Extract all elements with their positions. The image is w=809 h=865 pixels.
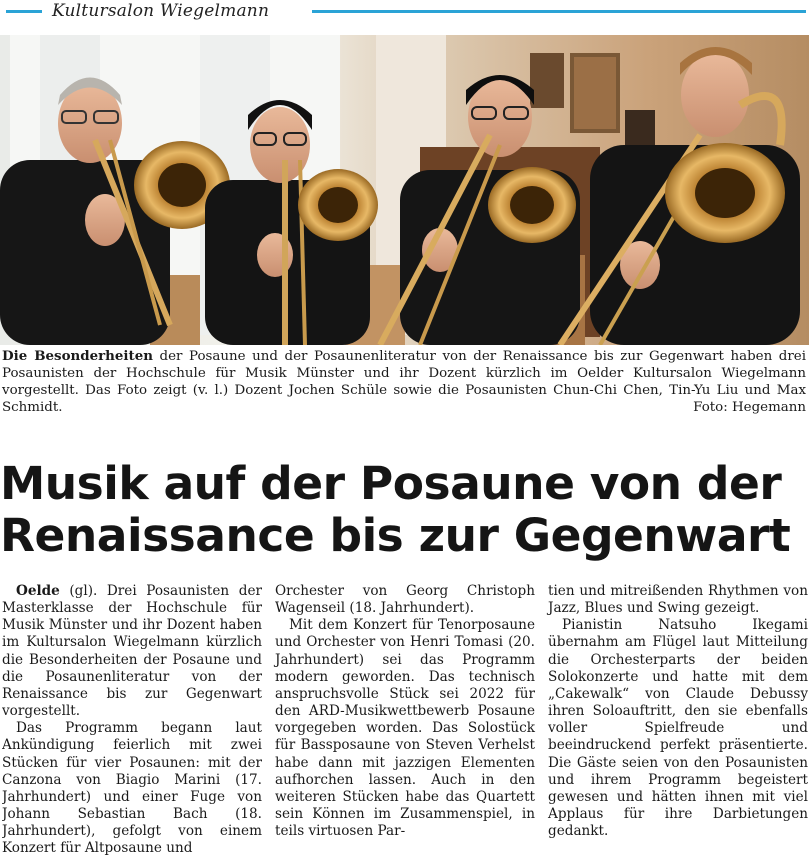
article-column-3 — [548, 583, 808, 865]
article-paragraph: Mit dem Konzert für Tenorposaune und Orchester von Henri Tomasi (20. Jahrhundert) sei das Programm modern geworden. Das technisch anspruchsvolle Stück sei 2022 für den ARD-Musikwettbewerb Posaune vorgegeben worden. Das Solostück für Bassposaune von Steven Verhelst habe dann mit jazzigen Elementen aufhorchen lassen. Auch in den weiteren Stücken habe das Quartett sein Können im Zusammenspiel, in teils virtuosen Par- — [275, 617, 535, 840]
section-kicker: Kultursalon Wiegelmann — [52, 1, 270, 21]
article-body — [2, 583, 808, 865]
accent-rule-left — [6, 10, 42, 13]
paragraph-text: (gl). Drei Posaunisten der Masterklasse der Hochschule für Musik Münster und ihr Dozent haben im Kultursalon Wiegelmann kürzlich die Besonderheiten der Posaune und die Posaunenliteratur von der Renaissance bis zur Gegenwart vorgestellt. — [2, 583, 262, 720]
dateline: Oelde — [16, 583, 60, 599]
caption-lead: Die Besonderheiten — [2, 348, 153, 364]
article-paragraph: Pianistin Natsuho Ikegami übernahm am Flügel laut Mitteilung die Orchesterparts der beiden Solokonzerte und hatte mit dem „Cakewalk“ von Claude Debussy ihren Soloauftritt, den sie ebenfalls voller Spielfreude und beeindruckend perfekt präsentierte. Die Gäste seien von den Posaunisten und ihrem Programm begeistert gewesen und hätten ihnen mit viel Applaus für ihre Darbietungen gedankt. — [548, 617, 808, 840]
article-column-1 — [2, 583, 262, 865]
photo-credit: Foto: Hegemann — [693, 400, 806, 415]
accent-rule-right — [312, 10, 806, 13]
article-paragraph — [2, 583, 262, 720]
article-paragraph: tien und mitreißenden Rhythmen von Jazz, Blues und Swing gezeigt. — [548, 583, 808, 617]
article-headline — [0, 458, 809, 562]
article-column-2 — [275, 583, 535, 865]
headline-line-1: Musik auf der Posaune von der — [0, 457, 782, 510]
section-header — [0, 0, 809, 24]
photo-caption — [2, 348, 806, 416]
caption-text: der Posaune und der Posaunenliteratur von der Renaissance bis zur Gegenwart haben drei Posaunisten der Hochschule für Musik Münster und ihr Dozent kürzlich im Oelder Kultursalon Wiegelmann vorgestellt. Das Foto zeigt (v. l.) Dozent Jochen Schüle sowie die Posaunisten Chun-Chi Chen, Tin-Yu Liu und Max Schmidt. — [2, 349, 806, 415]
article-photo — [0, 35, 809, 345]
headline-line-2: Renaissance bis zur Gegenwart — [0, 509, 791, 562]
article-paragraph: Orchester von Georg Christoph Wagenseil (18. Jahrhundert). — [275, 583, 535, 617]
article-paragraph: Das Programm begann laut Ankündigung feierlich mit zwei Stücken für vier Posaunen: mit der Canzona von Biagio Marini (17. Jahrhundert) und einer Fuge von Johann Sebastian Bach (18. Jahrhundert), gefolgt von einem Konzert für Altposaune und — [2, 720, 262, 857]
